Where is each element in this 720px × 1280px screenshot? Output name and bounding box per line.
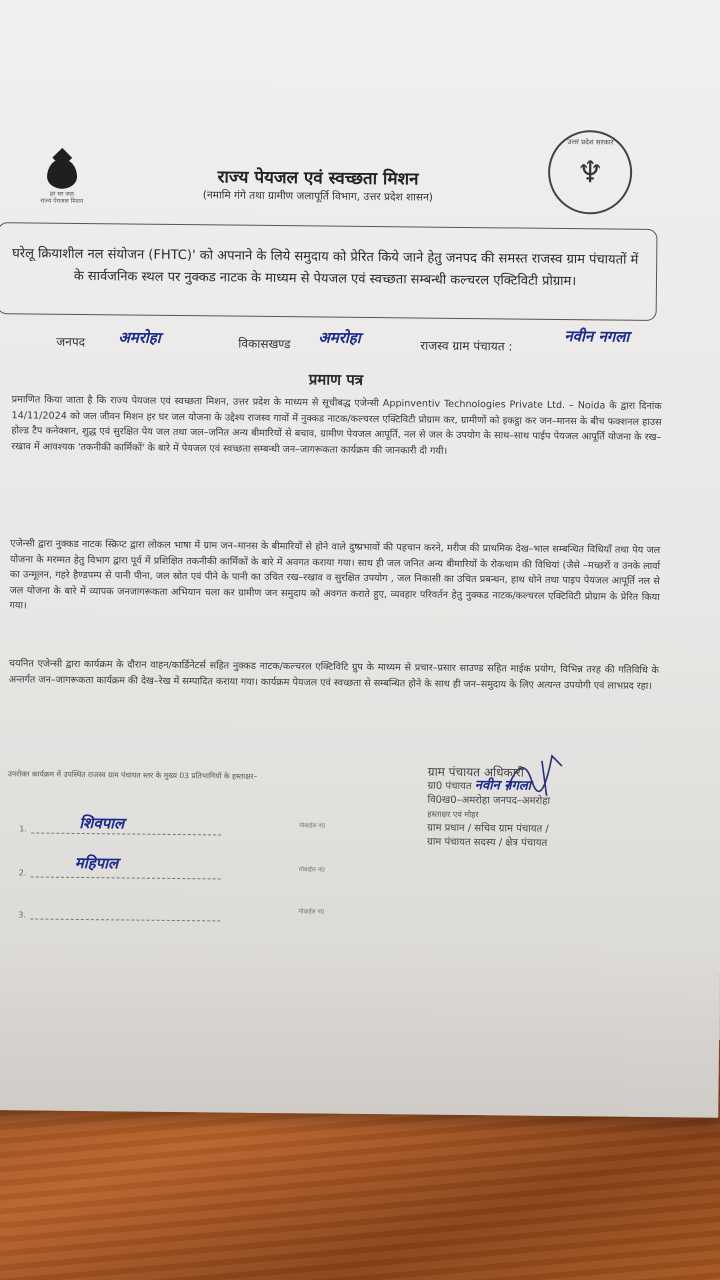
panchayat-value: नवीन नगला bbox=[564, 327, 630, 346]
mobile-label: मोबाईल नं0 bbox=[298, 866, 326, 874]
block-label: विकासखण्ड bbox=[238, 336, 291, 352]
participant-signature: महिपाल bbox=[74, 853, 119, 873]
panchayat-label: राजस्व ग्राम पंचायत : bbox=[420, 338, 513, 354]
participant-number: 1. bbox=[19, 824, 27, 834]
official-role-line-2: ग्राम पंचायत सदस्य / क्षेत्र पंचायत bbox=[427, 836, 548, 849]
location-fields bbox=[56, 321, 676, 367]
mobile-label: मोबाईल नं0 bbox=[299, 822, 326, 830]
mobile-label: मोबाईल नं0 bbox=[298, 908, 325, 916]
block-value: अमरोहा bbox=[318, 328, 361, 347]
signature-line bbox=[30, 908, 220, 921]
participant-row-1 bbox=[19, 813, 359, 842]
program-description-box bbox=[0, 222, 658, 321]
participant-number: 2. bbox=[18, 868, 27, 878]
participant-row-2 bbox=[18, 853, 359, 886]
signature-line bbox=[31, 822, 221, 835]
paragraph-2: एजेन्सी द्वारा नुक्कड नाटक स्क्रिप्ट द्वारा लोकल भाषा में ग्राम जन–मानस के बीमारियों से होने वाले दुष्प्रभावों की पहचान करने, मरीज की प्राथमिक देख–भाल सम्बन्धित विधियाँ तथा पेय जल योजना के मरम्मत हेतु विभाग द्वारा पूर्व में प्रशिक्षित तकनीकी कार्मिकों के बारे में अवगत कराया गया। साथ ही जल जनित अन्य बीमारियों के रोकथाम की विधियां (जैसे –मच्छरों व उनके लार्वा का उन्मूलन, गहरे हैण्डपम्प से पानी पीना, जल स्रोत एवं पीने के पानी का उचित रख–रखाव व सुरक्षित उपयोग , जल निकासी का उचित प्रबन्धन, हाथ धोने तथा पाइप पेयजल आपूर्ति नल से जल योजना के बारे में व्यापक जनजागरूकता अभियान चला कर ग्रामीण जन समुदाय को अवगत कराते हुए, व्यवहार परिवर्तन हेतु नुक्कड नाटक/कल्चरल एक्टिविटी प्रोग्राम के प्रेरित किया गया। bbox=[9, 538, 661, 612]
certificate-title: प्रमाण पत्र bbox=[308, 370, 364, 389]
official-panchayat-value: नवीन नगला bbox=[474, 778, 532, 794]
district-value: अमरोहा bbox=[118, 328, 161, 347]
official-role-line-1: ग्राम प्रधान / सचिव ग्राम पंचायत / bbox=[427, 822, 549, 835]
fish-bow-emblem-icon: ♆ bbox=[576, 154, 604, 190]
official-block-line: वि0ख0–अमरोहा जनपद–अमरोहा bbox=[427, 794, 551, 807]
signature-line bbox=[31, 866, 221, 879]
paragraph-3: चयनित एजेन्सी द्वारा कार्यक्रम के दौरान वाहन/कार्डिनेटर्स सहित नुक्कड नाटक/कल्चरल एक्टिविटि ग्रुप के माध्यम से प्रचार–प्रसार साउण्ड सहित माईक प्रयोग, विभिन्न तरह की गतिविधि के अन्तर्गत जन–जागरूकता कार्यक्रम की देख–रेख में सम्पादित कराया गया। कार्यक्रम पेयजल एवं स्वच्छता से सम्बन्धित होने के साथ ही जन–समुदाय के लिए अत्यन्त उपयोगी एवं लाभप्रद रहा। bbox=[8, 658, 659, 692]
participant-number: 3. bbox=[18, 910, 27, 920]
page-subtitle: (नमामि गंगे तथा ग्रामीण जलापूर्ति विभाग, उत्तर प्रदेश शासन) bbox=[202, 189, 433, 204]
district-label: जनपद bbox=[56, 334, 86, 350]
official-panchayat-label: ग्रा0 पंचायत bbox=[427, 780, 472, 793]
right-logo-caption: उत्तर प्रदेश सरकार bbox=[567, 138, 614, 147]
program-description-text: घरेलू क्रियाशील नल संयोजन (FHTC)' को अपनाने के लिये समुदाय को प्रेरित किये जाने हेतु जनपद की समस्त राजस्व ग्राम पंचायतों में के सार्वजनिक स्थल पर नुक्कड नाटक के माध्यम से पेयजल एवं स्वच्छता सम्बन्धी कल्चरल एक्टिविटी प्रोग्राम। bbox=[12, 246, 639, 290]
participants-intro: उपरोक्त कार्यक्रम में उपस्थित राजस्व ग्राम पंचायत स्तर के मुख्य 03 प्रतिभागियों के हस्ताक्षर– bbox=[7, 769, 258, 781]
official-signature-block bbox=[427, 765, 658, 852]
left-logo-caption: हर घर जल राज्य पेयजल मिशन bbox=[40, 190, 84, 205]
official-title: ग्राम पंचायत अधिकारी bbox=[427, 764, 524, 780]
official-sign-caption: हस्ताक्षर एवं मोहर bbox=[427, 809, 479, 820]
paragraph-1: प्रमाणित किया जाता है कि राज्य पेयजल एवं स्वच्छता मिशन, उत्तर प्रदेश के माध्यम से सूचीबद्ध एजेन्सी Appinventiv Technologies Private Ltd. – Noida के द्वारा दिनांक 14/11/2024 को जल जीवन मिशन हर घर जल योजना के उद्देश्य राजस्व गावों में नुक्कड नाटक/कल्चरल एक्टिविटी प्रोग्राम कर, ग्रामीणों को इकट्ठा कर जन–मानस के बीच फक्शनल हाउस होल्ड टैप कनेक्शन, शुद्ध एवं सुरक्षित पेय जल तथा जल–जनित अन्य बीमारियों से बचाव, ग्रामीण पेयजल आपूर्ति, नल से जल के उपयोग के साथ–साथ पाईप पेयजल आपूर्ति योजना के रख–रखाव में आवश्यक 'तकनीकी कार्मिकों' के बारे में पेयजल एवं स्वच्छता सम्बन्धी जन–जागरूकता कार्यक्रम की जानकारी दी गयी। bbox=[11, 394, 662, 457]
page-title: राज्य पेयजल एवं स्वच्छता मिशन bbox=[217, 167, 419, 190]
participant-row-3 bbox=[18, 904, 358, 928]
participant-signature: शिवपाल bbox=[79, 813, 125, 833]
